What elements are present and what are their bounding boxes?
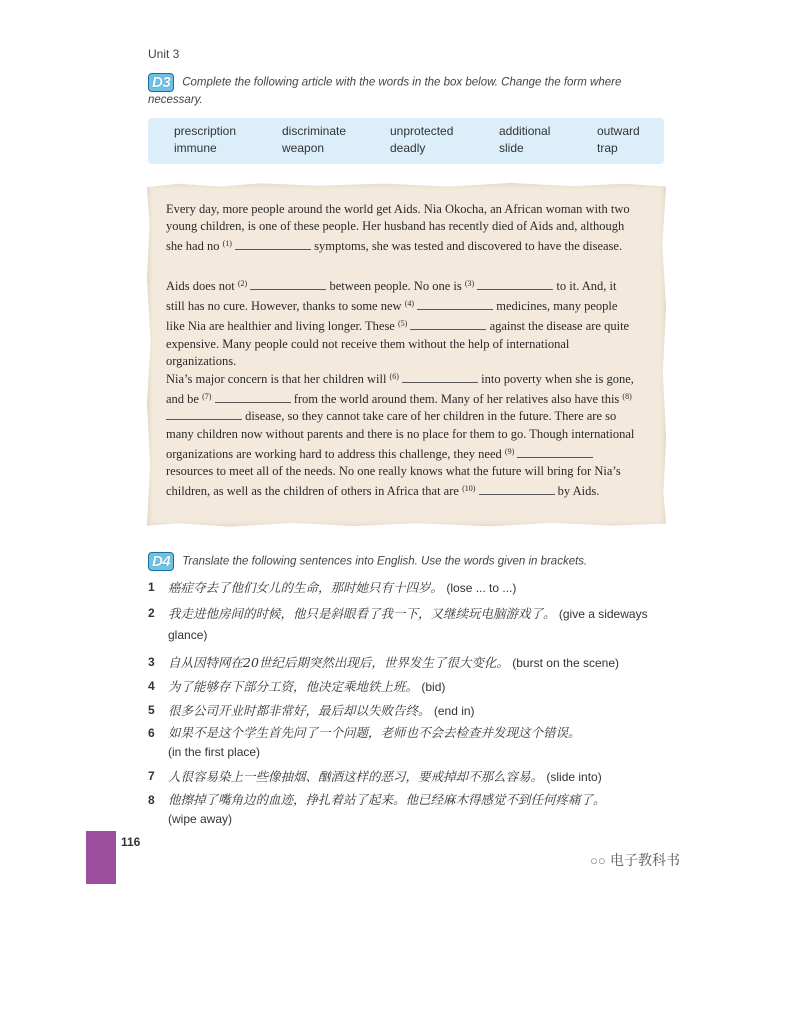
blank-8 xyxy=(166,408,242,420)
chinese-sentence: 如果不是这个学生首先问了一个问题，老师也不会去检查并发现这个错误。 xyxy=(168,725,581,740)
article-text: to it. And, it still has no cure. However, thanks to some new xyxy=(166,279,617,314)
blank-2 xyxy=(250,278,326,290)
item-number: 4 xyxy=(148,679,155,693)
unit-label: Unit 3 xyxy=(148,47,180,61)
word-box-item: discriminate xyxy=(282,124,347,138)
word-box-item: trap xyxy=(597,141,618,155)
blank-number: (4) xyxy=(404,299,415,309)
bracket-hint: (slide into) xyxy=(546,770,602,784)
article-paragraph-1 xyxy=(166,201,636,256)
page-color-bar xyxy=(86,831,116,884)
word-box-item: slide xyxy=(499,141,524,155)
word-box-item: outward xyxy=(597,124,640,138)
blank-6 xyxy=(402,371,478,383)
blank-3 xyxy=(477,278,553,290)
item-number: 5 xyxy=(148,703,155,717)
article-text: by Aids. xyxy=(557,484,600,499)
item-number: 3 xyxy=(148,655,155,669)
blank-number: (5) xyxy=(397,319,408,329)
article-text: symptoms, she was tested and discovered to have the disease. xyxy=(314,239,623,254)
item-number: 1 xyxy=(148,580,155,594)
bracket-hint: (lose ... to ...) xyxy=(446,581,517,595)
article-paragraph-2 xyxy=(166,275,636,370)
blank-number: (2) xyxy=(237,279,248,288)
bracket-hint: (end in) xyxy=(433,704,475,718)
blank-5 xyxy=(410,318,486,330)
word-box-item: unprotected xyxy=(390,124,454,138)
watermark xyxy=(590,850,680,870)
blank-9 xyxy=(517,446,593,458)
article-text: from the world around them. Many of her relatives also have this xyxy=(293,392,620,407)
bracket-hint: (wipe away) xyxy=(168,812,233,826)
word-box-item: weapon xyxy=(282,141,325,155)
article-text: medicines, many people like Nia are healthier and living longer. These xyxy=(166,299,618,334)
chinese-sentence: 很多公司开业时都非常好，最后却以失败告终。 xyxy=(168,703,431,718)
bracket-hint: (give a sideways glance) xyxy=(168,607,648,642)
d3-instruction-block xyxy=(148,73,648,109)
article-text: resources to meet all of the needs. No one really knows what the future will bring for Nia’s children, as well as the children of others in Africa that are xyxy=(166,464,621,499)
d3-badge: D3 xyxy=(148,73,174,92)
article-text: against the disease are quite expensive. Many people could not receive them without the help of international organizations. xyxy=(166,319,630,368)
article-text: Aids does not xyxy=(166,279,235,293)
article-text: into poverty when she is gone, and be xyxy=(166,372,634,407)
word-box-item: immune xyxy=(174,141,217,155)
item-number: 8 xyxy=(148,793,155,807)
article-text: disease, so they cannot take care of her children in the future. There are so many children now without parents and there is no place for them to go. Though international organizations are working hard to address this challenge, they need xyxy=(166,409,635,461)
word-box-item: deadly xyxy=(390,141,426,155)
d4-instruction: Translate the following sentences into English. Use the words given in brackets. xyxy=(182,555,588,568)
item-number: 7 xyxy=(148,769,155,783)
d3-instruction: Complete the following article with the words in the box below. Change the form where necessary. xyxy=(148,76,622,106)
bracket-hint: (in the first place) xyxy=(168,745,261,759)
chinese-sentence: 我走进他房间的时候，他只是斜眼看了我一下，又继续玩电脑游戏了。 xyxy=(168,606,556,621)
blank-7 xyxy=(215,391,291,403)
bracket-hint: (burst on the scene) xyxy=(512,656,619,670)
article-paragraph-3 xyxy=(166,368,636,500)
chinese-sentence: 人很容易染上一些像抽烟、酗酒这样的恶习，要戒掉却不那么容易。 xyxy=(168,769,544,784)
chinese-sentence: 为了能够存下部分工资，他决定乘地铁上班。 xyxy=(168,679,419,694)
blank-number: (1) xyxy=(222,239,232,249)
chinese-sentence: 他擦掉了嘴角边的血迹，挣扎着站了起来。他已经麻木得感觉不到任何疼痛了。 xyxy=(168,792,606,807)
blank-number: (9) xyxy=(504,446,515,456)
d4-instruction-block xyxy=(148,552,648,571)
article-text: Nia’s major concern is that her children will xyxy=(166,372,387,386)
article-text: between people. No one is xyxy=(329,279,462,293)
chinese-sentence: 自从因特网在20世纪后期突然出现后，世界发生了很大变化。 xyxy=(168,655,509,670)
blank-number: (6) xyxy=(389,372,399,381)
item-number: 2 xyxy=(148,606,155,620)
blank-number: (8) xyxy=(622,392,632,402)
item-number: 6 xyxy=(148,726,155,740)
blank-number: (10) xyxy=(462,484,476,494)
bracket-hint: (bid) xyxy=(421,680,446,694)
word-box xyxy=(148,118,664,164)
blank-number: (3) xyxy=(464,279,475,288)
watermark-text: 电子教科书 xyxy=(610,852,680,868)
page-number: 116 xyxy=(121,835,141,849)
article-text: Every day, more people around the world get Aids. Nia Okocha, an African woman with two young children, is one of these people. Her husband has recently died of Aids and, although she had no xyxy=(166,202,630,254)
blank-4 xyxy=(417,298,493,310)
word-box-item: additional xyxy=(499,124,551,138)
blank-number: (7) xyxy=(202,392,212,402)
wechat-icon: ○○ xyxy=(590,853,606,868)
word-box-item: prescription xyxy=(174,124,237,138)
blank-10 xyxy=(479,483,555,495)
d4-badge: D4 xyxy=(148,552,174,571)
blank-1 xyxy=(235,238,311,250)
chinese-sentence: 癌症夺去了他们女儿的生命，那时她只有十四岁。 xyxy=(168,580,444,595)
